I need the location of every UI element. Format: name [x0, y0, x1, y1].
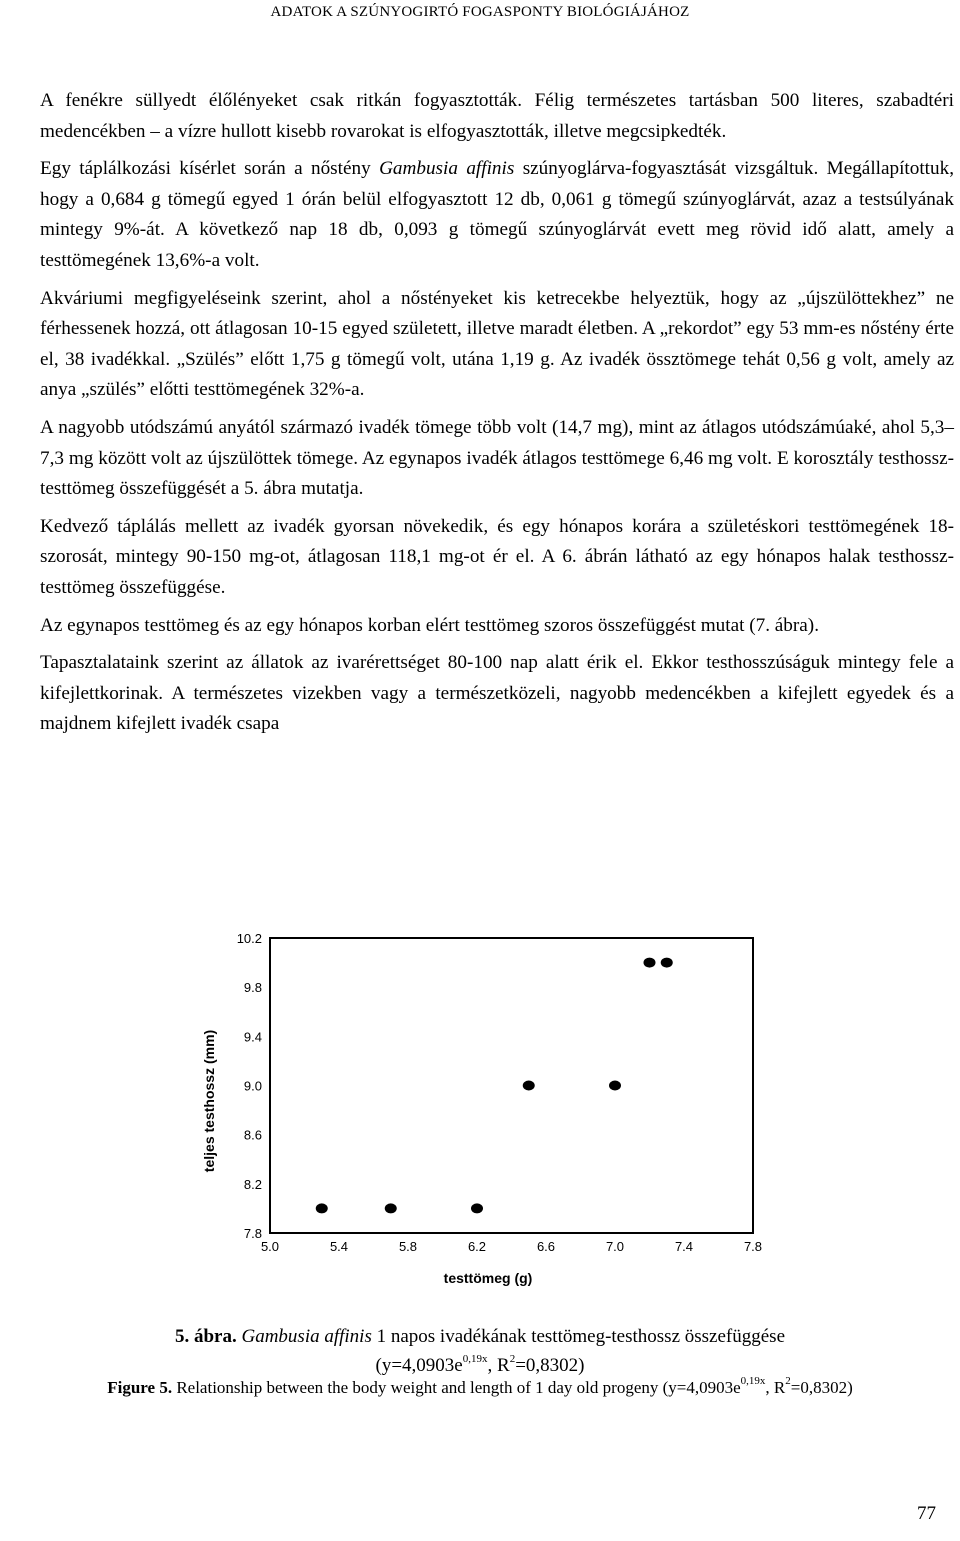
y-tick-label: 10.2: [236, 931, 262, 946]
species-name: Gambusia affinis: [379, 158, 515, 180]
caption-english: [0, 1376, 960, 1400]
y-tick-label: 9.4: [243, 1029, 262, 1045]
caption-en-text: Relationship between the body weight and length of 1 day old progeny (y=4,0903e: [172, 1378, 741, 1397]
paragraph-4: A nagyobb utódszámú anyától származó ivadék tömege több volt (14,7 mg), mint az átlagos utódszámúaké, ahol 5,3–7,3 mg között volt az újszülöttek tömege. Az egynapos ivadék átlagos testtömege 6,46 mg volt. E korosztály testhossz-testtömeg összefüggését a 5. ábra mutatja.: [40, 416, 954, 500]
paragraph-2-end: szúnyoglárva-fogyasztását vizsgáltuk. Megállapítottuk, hogy a 0,684 g tömegű egyed 1 órán belül elfogyasztott 12 db, 0,061 g tömegű szúnyoglárvát, azaz a testsúlyának mintegy 9%-át. A következő nap 18 db, 0,093 g tömegű szúnyoglárvát evett meg rövid idő alatt, amely a testtömegének 13,6%-a volt.: [40, 158, 954, 271]
caption-hu-species: Gambusia affinis: [241, 1326, 372, 1347]
paragraph-6: Az egynapos testtömeg és az egy hónapos korban elért testtömeg szoros összefüggést mutat (7. ábra).: [40, 614, 819, 636]
running-header: ADATOK A SZÚNYOGIRTÓ FOGASPONTY BIOLÓGIÁJÁHOZ: [270, 4, 690, 20]
y-tick-label: 9.0: [243, 1078, 262, 1094]
x-tick-label: 5.4: [329, 1239, 349, 1254]
y-tick-label: 8.2: [243, 1176, 262, 1192]
data-point: [523, 1081, 535, 1091]
data-point: [471, 1203, 483, 1213]
caption-hu-text: 1 napos ivadékának testtömeg-testhossz összefüggése: [371, 1326, 785, 1347]
data-point: [644, 958, 656, 968]
paragraph-3: Akváriumi megfigyeléseink szerint, ahol a nőstényeket kis ketrecekbe helyeztük, hogy az „újszülöttekhez” ne férhessenek hozzá, ott átlagosan 10-15 egyed született, illetve maradt életben. A „rekordot” egy 53 mm-es nőstény érte el, 38 ivadékkal. „Szülés” előtt 1,75 g tömegű volt, utána 1,19 g. Az ivadék össztömege tehát 0,56 g volt, amely az anya „szülés” előtti testtömegének 32%-a.: [40, 287, 954, 401]
caption-hungarian: [0, 1322, 960, 1380]
y-tick-label: 7.8: [243, 1226, 262, 1241]
x-tick-label: 5.0: [260, 1239, 280, 1254]
data-point: [385, 1203, 397, 1213]
y-tick-label: 9.8: [243, 980, 262, 996]
body-text: [40, 86, 954, 740]
x-tick-label: 7.0: [605, 1239, 625, 1254]
x-tick-label: 6.2: [467, 1239, 487, 1254]
x-tick-label: 5.8: [398, 1239, 418, 1254]
caption-hu-line-1: [0, 1322, 960, 1351]
caption-hu-eq-a: (y=4,0903e: [375, 1355, 463, 1376]
paragraph-5: Kedvező táplálás mellett az ivadék gyorsan növekedik, és egy hónapos korára a születéskori testtömegének 18-szorosát, mintegy 90-150 mg-ot, átlagosan 118,1 mg-ot ér el. A 6. ábrán látható az egy hónapos halak testhossz-testtömeg összefüggése.: [40, 515, 954, 598]
paragraph-1: A fenékre süllyedt élőlényeket csak ritkán fogyasztották. Félig természetes tartásban 500 literes, szabadtéri medencékben – a vízre hullott kisebb rovarokat is elfogyasztották, illetve megcsipkedték.: [40, 90, 954, 142]
caption-hu-label: 5. ábra.: [174, 1326, 237, 1347]
caption-hu-r-sup: 2: [509, 1352, 516, 1365]
y-axis-label: teljes testhossz (mm): [201, 1029, 217, 1173]
caption-hu-eq-b: , R: [487, 1355, 510, 1376]
x-tick-label: 7.8: [743, 1239, 763, 1254]
caption-en-eq-sup: 0,19x: [740, 1375, 766, 1388]
caption-en-label: Figure 5.: [107, 1378, 173, 1397]
scatter-chart: [190, 918, 790, 1298]
paragraph-2: [40, 154, 954, 276]
paragraph-7: Tapasztalataink szerint az állatok az ivarérettséget 80-100 nap alatt érik el. Ekkor testhosszúságuk mintegy fele a kifejlettkorinak. A természetes vizekben vagy a természetközeli, nagyobb medencékben a kifejlett egyedek és a majdnem kifejlett ivadék csapa: [40, 652, 954, 735]
page-number: 77: [917, 1503, 936, 1524]
plot-frame: [270, 938, 753, 1233]
x-axis-label: testtömeg (g): [443, 1270, 533, 1286]
data-point: [661, 958, 673, 968]
data-point: [609, 1081, 621, 1091]
caption-en-eq-b: , R: [765, 1378, 786, 1397]
data-point: [316, 1203, 328, 1213]
caption-en-r-sup: 2: [785, 1375, 791, 1388]
figure-5: [190, 918, 790, 1298]
x-tick-label: 6.6: [536, 1239, 556, 1254]
x-tick-label: 7.4: [674, 1239, 694, 1254]
paragraph-2-start: Egy táplálkozási kísérlet során a nőstény: [40, 158, 380, 180]
caption-en-eq-c: =0,8302): [790, 1378, 853, 1397]
y-tick-label: 8.6: [243, 1127, 262, 1143]
caption-hu-eq-sup: 0,19x: [462, 1352, 488, 1365]
caption-hu-eq-c: =0,8302): [515, 1355, 585, 1376]
